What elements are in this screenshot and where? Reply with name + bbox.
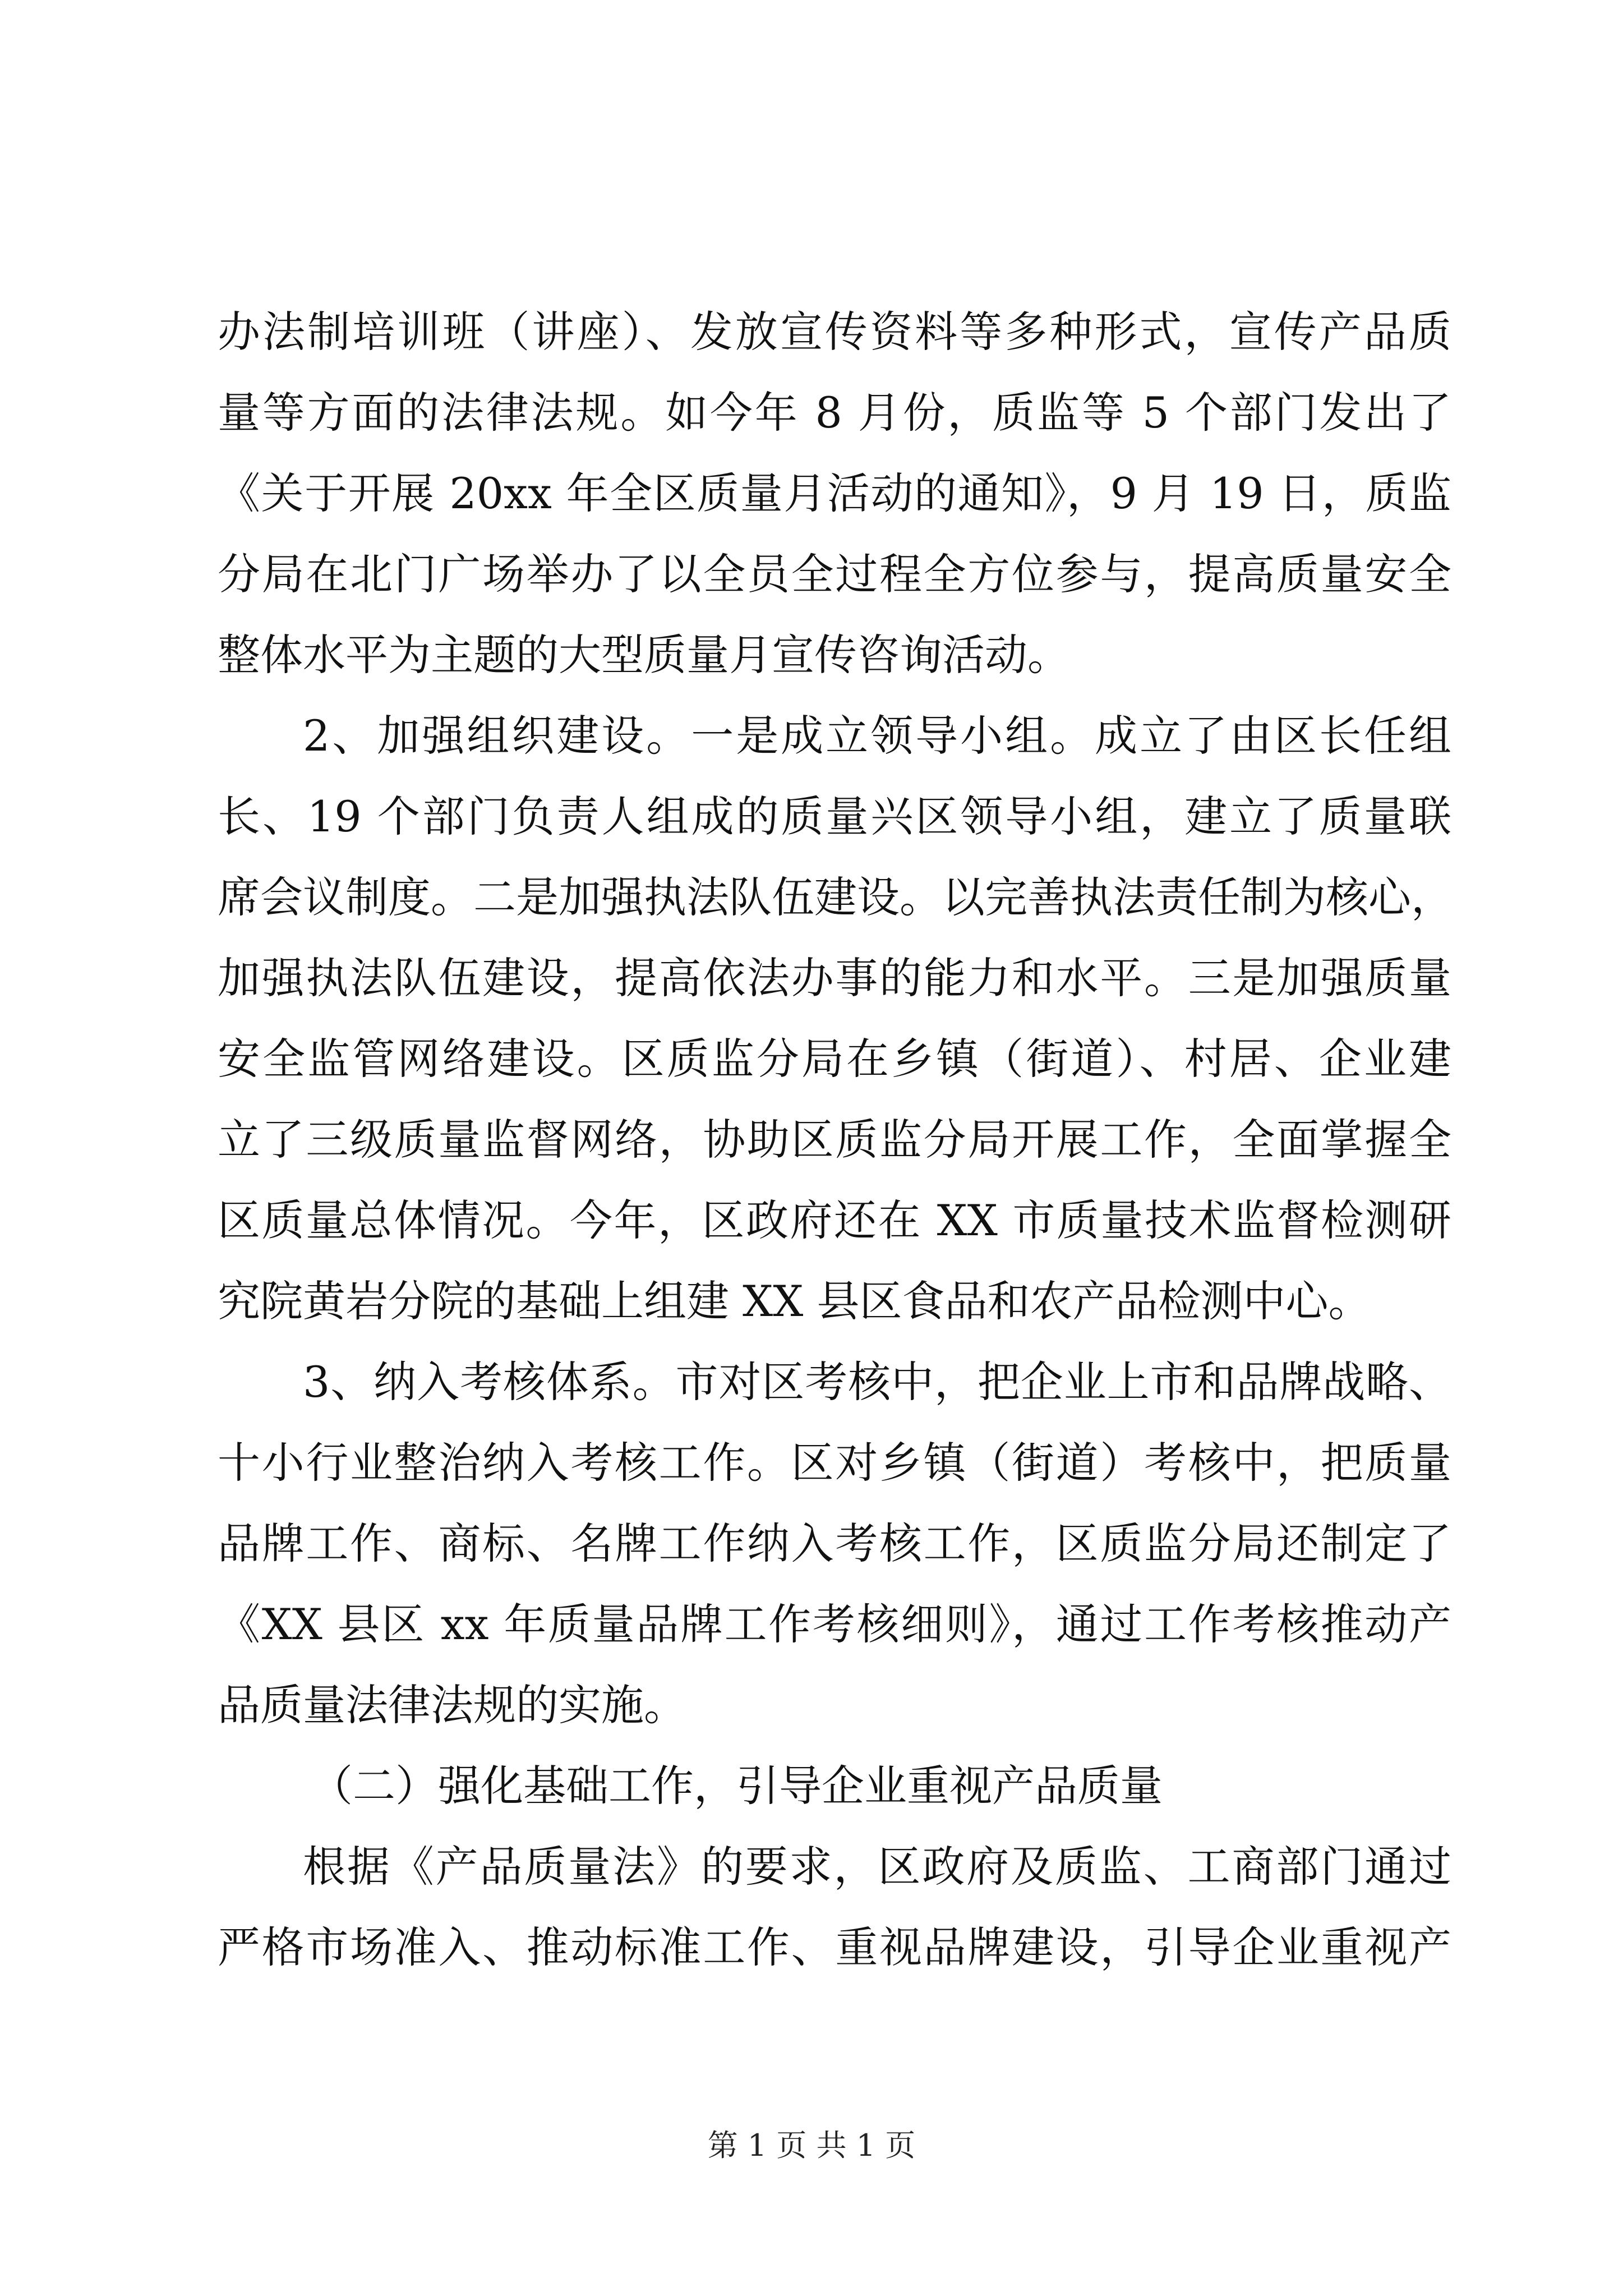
section-heading: （二）强化基础工作，引导企业重视产品质量 xyxy=(310,1761,1163,1811)
text-line: 区质量总体情况。今年，区政府还在 XX 市质量技术监督检测研 xyxy=(218,1195,1451,1245)
text-line: 《关于开展 20xx 年全区质量月活动的通知》，9 月 19 日，质监 xyxy=(218,468,1451,518)
text-line: 品牌工作、商标、名牌工作纳入考核工作，区质监分局还制定了 xyxy=(218,1519,1451,1568)
paragraph-start-line: 2、加强组织建设。一是成立领导小组。成立了由区长任组 xyxy=(303,711,1451,761)
text-line: 量等方面的法律法规。如今年 8 月份，质监等 5 个部门发出了 xyxy=(218,388,1451,438)
text-line: 究院黄岩分院的基础上组建 XX 县区食品和农产品检测中心。 xyxy=(218,1276,1371,1326)
paragraph-start-line: 根据《产品质量法》的要求，区政府及质监、工商部门通过 xyxy=(303,1842,1451,1892)
text-line: 分局在北门广场举办了以全员全过程全方位参与，提高质量安全 xyxy=(218,549,1451,599)
text-line: 十小行业整治纳入考核工作。区对乡镇（街道）考核中，把质量 xyxy=(218,1438,1451,1488)
page-footer xyxy=(0,2126,1623,2165)
text-line: 安全监管网络建设。区质监分局在乡镇（街道）、村居、企业建 xyxy=(218,1034,1451,1084)
text-line: 立了三级质量监督网络，协助区质监分局开展工作，全面掌握全 xyxy=(218,1115,1451,1165)
text-line: 席会议制度。二是加强执法队伍建设。以完善执法责任制为核心， xyxy=(218,872,1454,922)
text-line: 加强执法队伍建设，提高依法办事的能力和水平。三是加强质量 xyxy=(218,953,1451,1003)
paragraph-start-line: 3、纳入考核体系。市对区考核中，把企业上市和品牌战略、 xyxy=(303,1357,1451,1407)
text-line: 办法制培训班（讲座）、发放宣传资料等多种形式，宣传产品质 xyxy=(218,307,1451,357)
text-line: 整体水平为主题的大型质量月宣传咨询活动。 xyxy=(218,630,1070,680)
text-line: 长、19 个部门负责人组成的质量兴区领导小组，建立了质量联 xyxy=(218,792,1451,841)
document-body xyxy=(218,292,1454,1988)
text-line: 《XX 县区 xx 年质量品牌工作考核细则》，通过工作考核推动产 xyxy=(218,1599,1451,1649)
page-number-label: 第 1 页 共 1 页 xyxy=(707,2128,916,2163)
text-line: 严格市场准入、推动标准工作、重视品牌建设，引导企业重视产 xyxy=(218,1922,1451,1972)
text-line: 品质量法律法规的实施。 xyxy=(218,1680,686,1730)
